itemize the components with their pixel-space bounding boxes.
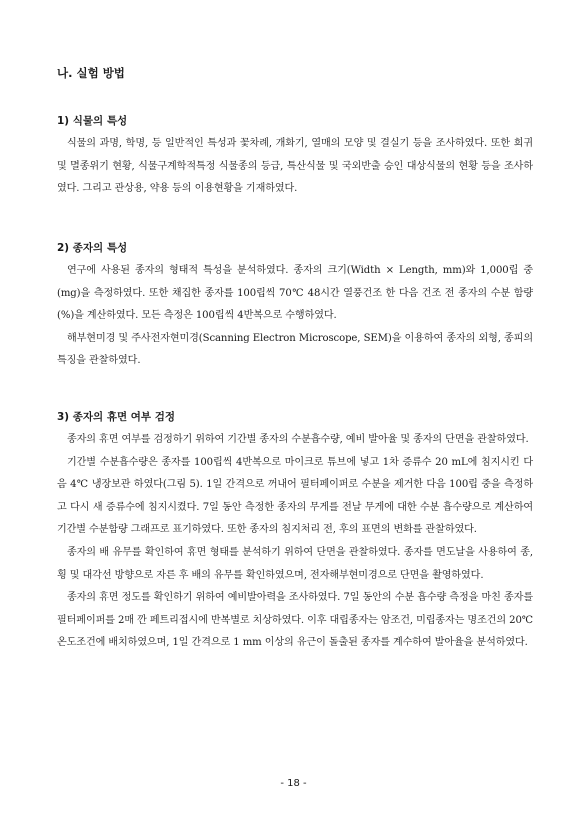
paragraph: 해부현미경 및 주사전자현미경(Scanning Electron Microscope, SEM)을 이용하여 종자의 외형, 종피의 특징을 관찰하였다. — [57, 332, 533, 367]
section-title: 나. 실험 방법 — [57, 66, 125, 80]
paragraph: 연구에 사용된 종자의 형태적 특성을 분석하였다. 종자의 크기(Width × Length, mm)와 1,000립 중(mg)을 측정하였다. 또한 채집한 종자를 100립씩 70℃ 48시간 열풍건조 한 다음 건조 전 종자의 수분 함량(%)을 계산하였다. 모든 측정은 100립씩 4반복으로 수행하였다. — [57, 265, 533, 322]
paragraph: 기간별 수분흡수량은 종자를 100립씩 4반복으로 마이크로 튜브에 넣고 1차 증류수 20 mL에 침지시킨 다음 4℃ 냉장보관 하였다(그림 5). 1일 간격으로 꺼내어 필터페이퍼로 수분을 제거한 다음 100립 중을 측정하고 다시 새 증류수에 침지시켰다. 7일 동안 측정한 종자의 무게를 전날 무게에 대한 수분 흡수량으로 계산하여 기간별 수분함량 그래프로 표기하였다. 또한 종자의 침지처리 전, 후의 표면의 변화를 관찰하였다. — [57, 456, 533, 536]
page-number: - 18 - — [280, 778, 307, 789]
subsection-seed-characteristics — [57, 240, 533, 373]
paragraph: 종자의 배 유무를 확인하여 휴면 형태를 분석하기 위하여 단면을 관찰하였다. 종자를 면도날을 사용하여 종, 횡 및 대각선 방향으로 자른 후 배의 유무를 확인하였으며, 전자해부현미경으로 단면을 촬영하였다. — [57, 546, 533, 581]
paragraph: 종자의 휴면 여부를 검정하기 위하여 기간별 종자의 수분흡수량, 예비 발아율 및 종자의 단면을 관찰하였다. — [67, 434, 529, 445]
subsection-title: 3) 종자의 휴면 여부 검정 — [57, 411, 176, 423]
subsection-seed-dormancy-test — [57, 409, 533, 655]
paragraph: 식물의 과명, 학명, 등 일반적인 특성과 꽃차례, 개화기, 열매의 모양 및 결실기 등을 조사하였다. 또한 희귀 및 멸종위기 현황, 식물구계학적특정 식물종의 등급, 특산식물 및 국외반출 승인 대상식물의 현황 등을 조사하였다. 그리고 관상용, 약용 등의 이용현황을 기재하였다. — [57, 138, 533, 195]
subsection-title: 1) 식물의 특성 — [57, 115, 128, 127]
paragraph: 종자의 휴면 정도를 확인하기 위하여 예비발아력을 조사하였다. 7일 동안의 수분 흡수량 측정을 마친 종자를 필터페이퍼를 2매 깐 페트리접시에 반복별로 치상하였다. 이후 대립종자는 암조건, 미립종자는 명조건의 20℃ 온도조건에 배치하였으며, 1일 간격으로 1 mm 이상의 유근이 돌출된 종자를 계수하여 발아율을 분석하였다. — [57, 592, 533, 649]
subsection-plant-characteristics — [57, 113, 533, 201]
subsection-title: 2) 종자의 특성 — [57, 242, 128, 254]
